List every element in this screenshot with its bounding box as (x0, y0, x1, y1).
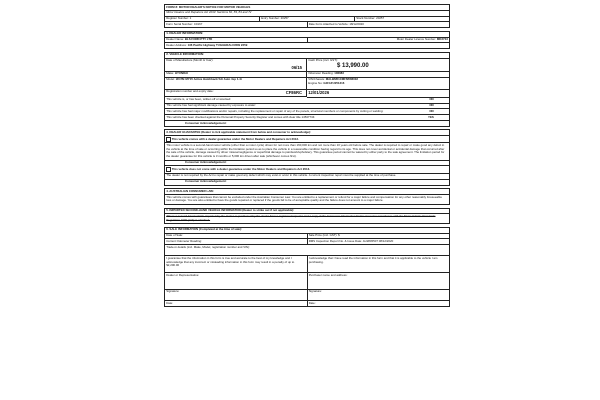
engine-number (308, 82, 448, 86)
entry-number: Entry Number: 20257 (260, 17, 355, 22)
guarantee-acknowledgement-2[interactable]: Consumer Acknowledgement: (185, 179, 227, 184)
checkbox-icon[interactable] (166, 167, 171, 172)
dealer-licence-label: Motor Dealer Licence Number: (396, 37, 437, 42)
form-header (164, 4, 450, 28)
purchaser-declaration: I acknowledge that I have read the information in this form and that it is applicable to the vehicle I am purchasing. (308, 256, 438, 264)
dealer-address (165, 43, 449, 48)
purchaser-name-field[interactable]: Purchaser name and address: (308, 272, 348, 277)
odometer-value: 106083 (334, 71, 344, 76)
imported-heading: 5. IMPORTED SECOND-HAND VEHICLE INFORMATION (Dealer to strike out if not applicable): (165, 209, 449, 215)
acl-text: This vehicle comes with guarantees that cannot be excluded under the Australian Consumer Law. You are entitled to a replacement or refund for a major failure and compensation for any other reasonably foreseeable loss or damage. You are also entitled to have the goods repaired or replaced if the goods fail to be of acceptable quality and the failure does not amount to a major failure. (166, 194, 442, 203)
sale-heading: 6. SALE INFORMATION (Completed at the time of sale): (165, 228, 449, 234)
dealer-name (165, 38, 308, 43)
manufacture-date (165, 59, 307, 72)
model-label: Model: (166, 77, 175, 82)
purchaser-date-field[interactable]: Date: (308, 300, 316, 305)
vin-engine (307, 78, 449, 90)
guarantee-option-1-text: This motor vehicle is a second-hand motor vehicle (other than a motor cycle) driven for not more than 160,000 km and not more than 10 years old before sale. The dealer is required to repair or make good any defect in the vehicle at the time of sale or occurring within the limitation period so as to place the vehicle in a reasonable condition having regard to its age. This does not cover accidental or accidental damage that occurred after the sale of the vehicle, damage caused by driver misuse/negligence or superficial damage to paintwork/upholstery. This guarantee period cannot be waived by either party to the sale agreement. The limitation period for the dealer guarantee for this vehicle is 3 months or 5,000 km driven after sale (whichever comes first). (165, 143, 449, 160)
cash-price-label: Cash Price (incl. GST): (308, 58, 338, 63)
sale-price-field[interactable]: Sale Price (incl. GST): $ (308, 233, 340, 238)
acl-heading: 4. AUSTRALIAN CONSUMER LAW: (165, 189, 449, 195)
question-text: This vehicle has been checked against the Personal Property Security Register and comes with clear title 14537734: (166, 114, 316, 119)
rms-inspection (308, 239, 450, 244)
vehicle-information-section (164, 52, 450, 127)
dealer-information-section (164, 31, 450, 49)
engine-label: Engine No: (308, 80, 323, 85)
guarantee-option-1-label: This vehicle comes with a dealer guarantee under the Motor Dealers and Repairers Act 2013. (171, 137, 299, 142)
checkbox-icon[interactable] (166, 137, 171, 142)
question-answer: NO (429, 108, 434, 113)
consumer-law-section (164, 188, 450, 205)
question-text: This vehicle has had significant damage caused by exposure to water: (166, 103, 257, 108)
rego-expiry: 12/01/2026 (308, 90, 330, 96)
vin-label: VIN/Chassis: (308, 77, 325, 82)
dealer-notice-form (164, 4, 450, 307)
purchaser-signature-field[interactable]: Signature: (308, 289, 322, 294)
question-answer: YES (428, 114, 434, 119)
imported-vehicle-section (164, 208, 450, 225)
registration (165, 90, 307, 97)
vehicle-heading: 2. VEHICLE INFORMATION: (165, 53, 449, 59)
dealer-signature-field[interactable]: Signature: (165, 290, 308, 301)
register-number: Register Number: 1 (165, 17, 260, 22)
current-odometer-field[interactable]: Current Odometer Reading: (165, 239, 308, 244)
rms-label: RMS Inspection Report No. & Issue Date: (308, 239, 363, 243)
guarantee-option-2-label: This vehicle does not come with a dealer guarantee under the Motor Dealers and Repairers Act 2013. (171, 167, 310, 172)
dealer-heading: 1. DEALER INFORMATION: (165, 32, 449, 38)
guarantee-acknowledgement-1[interactable]: Consumer Acknowledgement: (165, 161, 449, 167)
rego-number: CF86RC (285, 89, 302, 95)
make-value: HYUNDAI (174, 71, 189, 76)
vehicle-model (165, 78, 307, 90)
dealer-address-value: 136 Pacific Highway TUGGERAH NSW 2259 (187, 43, 248, 48)
cash-price-value: $ 13,990.00 (337, 62, 369, 69)
dealer-licence-value: MD3723 (436, 37, 448, 42)
dealer-licence (308, 38, 450, 43)
dealer-declaration: I guarantee that the information in this form is true and accurate to the best of my knowledge and I acknowledge that any incorrect or misleading information in this form may result in a penalty of up to $2,200.00 (165, 256, 308, 272)
question-answer: NO (429, 97, 434, 102)
form-title: FORM 8: MOTOR DEALER'S NOTICE FOR MOTOR VEHICLES (166, 5, 251, 9)
date-of-sale-field[interactable]: Date of Sale: (165, 234, 308, 239)
form-subtitle: Motor Dealers and Repairers Act 2013: Sections 82, 83, 84 and 72 (166, 10, 252, 15)
dealer-date-field[interactable]: Date: (165, 301, 308, 306)
dealer-address-label: Dealer Address: (166, 43, 187, 48)
question-text: This vehicle has had major modifications and/or repairs, including the replacement or repair of any of the panels, structural members or components by cutting or welding: (166, 108, 384, 113)
dealer-name-label: Dealer Name: (166, 37, 185, 42)
dealer-representative-field[interactable]: Dealer or Representative: (165, 273, 308, 289)
trade-in-field[interactable]: Trade-in details (incl. Make, Model, registration number and VIN): (166, 245, 250, 249)
manufacture-value: 06/15 (291, 64, 302, 70)
guarantee-heading: 3. DEALER GUARANTEE (Dealer to tick applicable statement from below and consumer to acknowledge): (165, 130, 449, 136)
odometer-label: Odometer Reading: (308, 71, 334, 76)
registration-expiry (307, 90, 449, 98)
dealer-name-value: BLS FORD PTY LTD (184, 37, 213, 42)
model-value: i20 PB MY15 Active Hatchback 5dr Auto 4sp 1.4i (175, 77, 242, 82)
question-text: This vehicle is, or has been, written off or wrecked: (166, 97, 232, 102)
make-label: Make: (166, 71, 175, 76)
rego-label: Registration number and expiry date: (166, 89, 214, 94)
form-serial-number: Form Serial Number: C0167 (165, 22, 308, 27)
sale-information-section (164, 227, 450, 308)
vin-value: MALBM51CMFM586002 (325, 77, 359, 82)
question-answer: NO (429, 103, 434, 108)
dealer-guarantee-section (164, 129, 450, 185)
date-form-attached: Date Form Attached to Vehicle: 18/12/2020 (308, 22, 364, 27)
guarantee-option-2-text: The dealer is not required by the Act to repair or make good any defect which may exist or occur in this vehicle. A current inspection report must be supplied at the time of purchase. (165, 174, 449, 180)
engine-value: G4FAFU251316 (323, 80, 345, 85)
vehicle-consumer-acknowledgement[interactable]: Consumer Acknowledgement: (185, 120, 227, 125)
rms-value: AU2845507 08/12/2020 (362, 239, 394, 243)
imported-text: This is a second-hand vehicle imported by the dealer or purchased by the dealer from a registered importer and a copy of the Consumer Information Notice issued in accordance with the Motor Vehicle Standards Regulation 1990 (Cth) is attached. (166, 214, 436, 222)
vehicle-details-grid (165, 59, 449, 98)
cash-price (307, 59, 449, 72)
manufacture-label: Date of Manufacture (Month & Year): (166, 58, 214, 63)
stock-number: Stock Number: 20257 (356, 16, 385, 21)
